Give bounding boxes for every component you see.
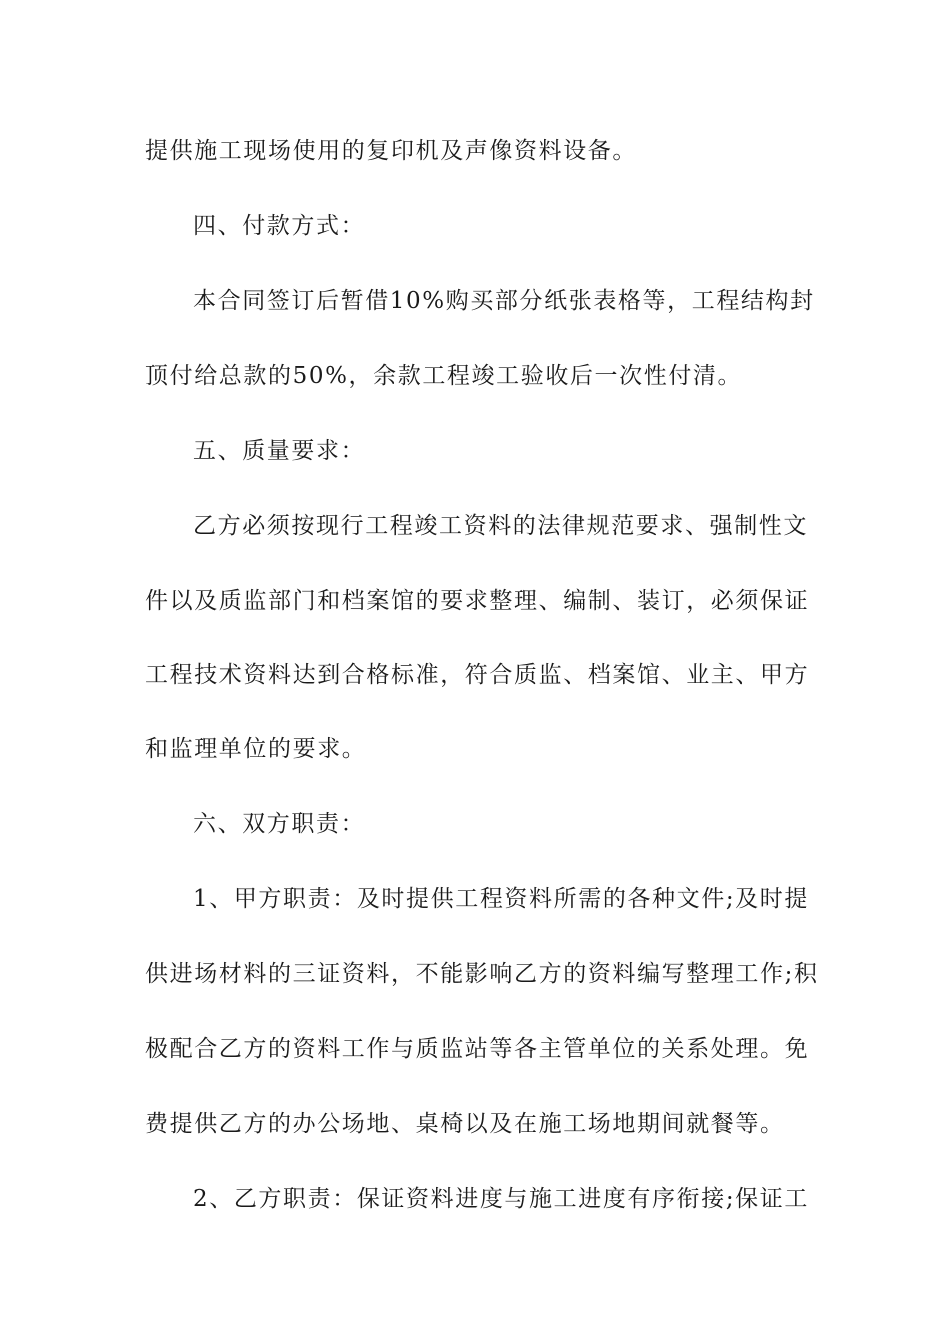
paragraph-line: 提供施工现场使用的复印机及声像资料设备。	[145, 138, 637, 164]
paragraph-line: 顶付给总款的50%，余款工程竣工验收后一次性付清。	[145, 363, 743, 389]
paragraph-line: 和监理单位的要求。	[145, 736, 367, 762]
paragraph-line: 本合同签订后暂借10%购买部分纸张表格等，工程结构封	[193, 288, 815, 314]
paragraph-line: 极配合乙方的资料工作与质监站等各主管单位的关系处理。免	[145, 1036, 810, 1062]
paragraph-line: 乙方必须按现行工程竣工资料的法律规范要求、强制性文	[193, 513, 808, 539]
paragraph-line: 费提供乙方的办公场地、桌椅以及在施工场地期间就餐等。	[145, 1111, 785, 1137]
section-heading-payment: 四、付款方式：	[193, 213, 366, 239]
paragraph-line: 供进场材料的三证资料，不能影响乙方的资料编写整理工作;积	[145, 961, 819, 987]
section-heading-quality: 五、质量要求：	[193, 438, 366, 464]
paragraph-line: 件以及质监部门和档案馆的要求整理、编制、装订，必须保证	[145, 588, 810, 614]
paragraph-line: 1、甲方职责：及时提供工程资料所需的各种文件;及时提	[193, 886, 809, 912]
section-heading-duties: 六、双方职责：	[193, 811, 366, 837]
paragraph-line: 工程技术资料达到合格标准，符合质监、档案馆、业主、甲方	[145, 662, 810, 688]
paragraph-line: 2、乙方职责：保证资料进度与施工进度有序衔接;保证工	[193, 1186, 809, 1212]
